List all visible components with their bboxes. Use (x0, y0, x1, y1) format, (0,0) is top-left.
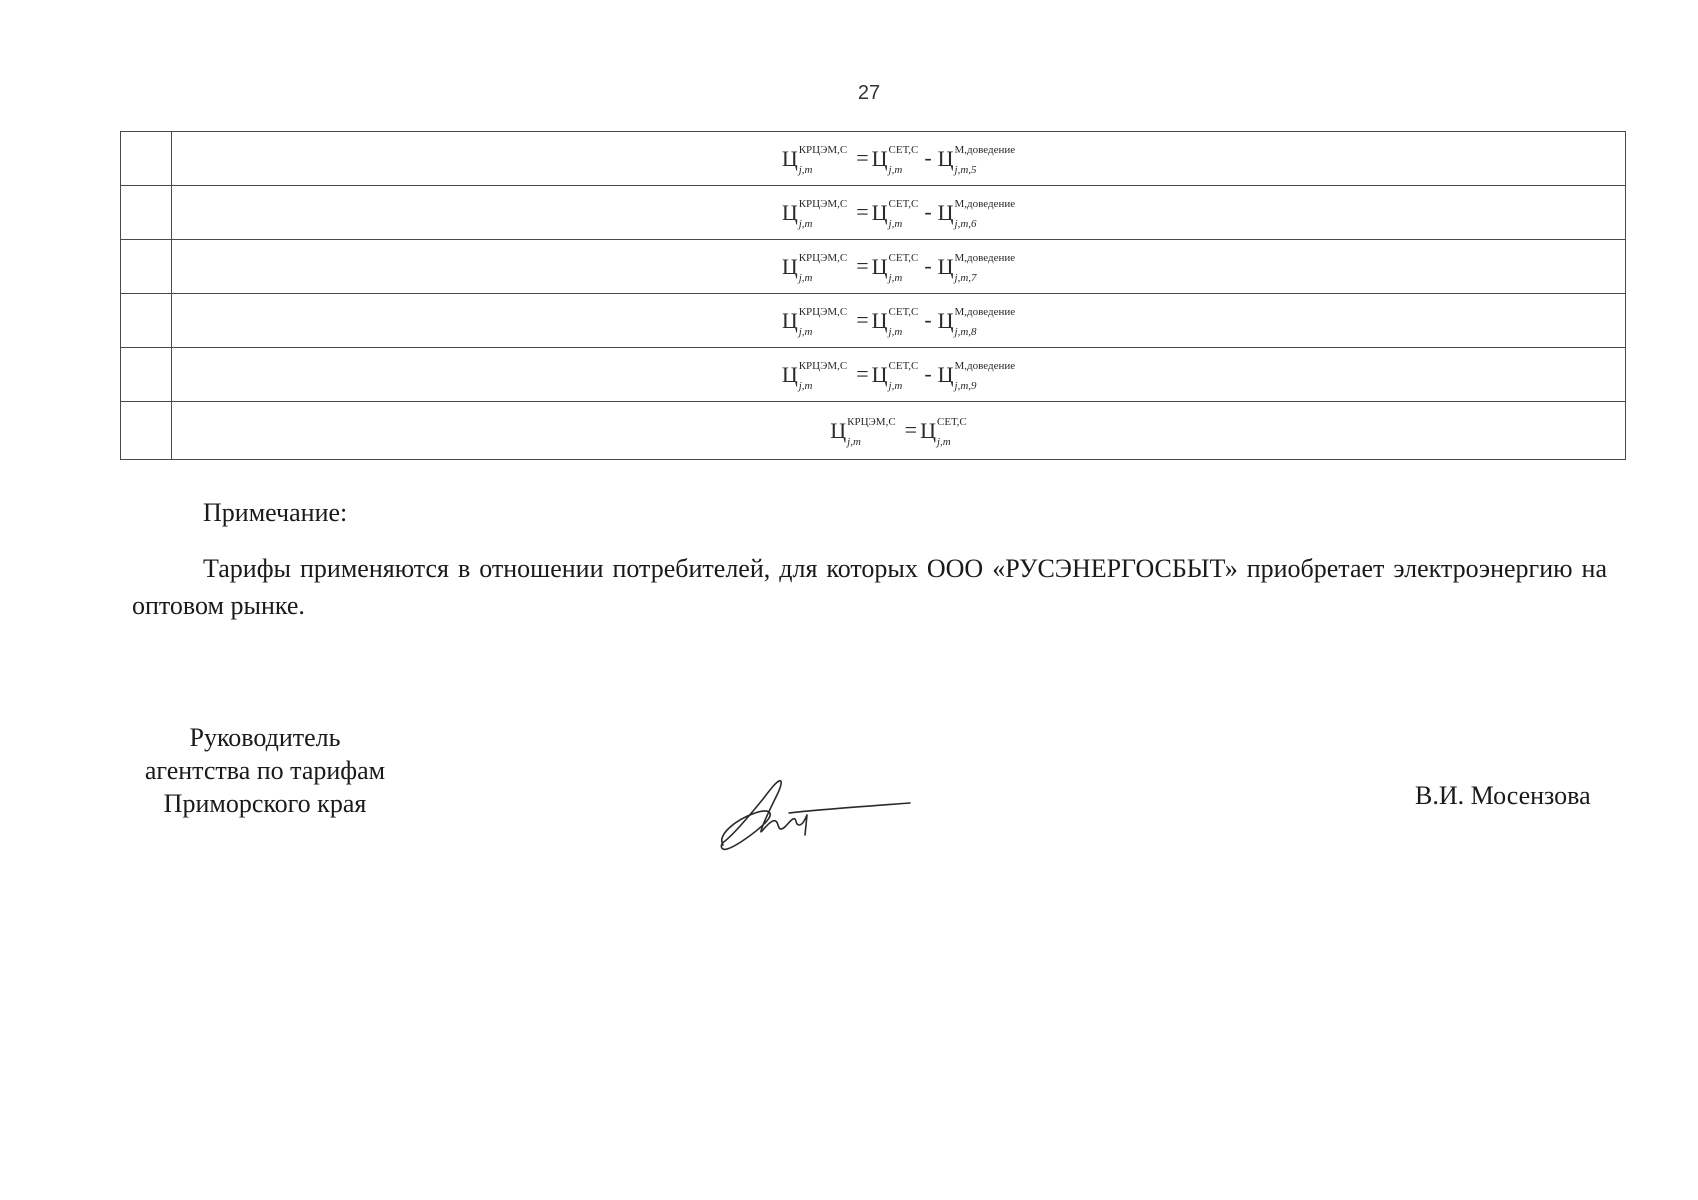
index-cell (121, 186, 172, 240)
equals-sign: = (856, 360, 869, 386)
minus-sign: - (924, 252, 932, 278)
equals-sign: = (856, 306, 869, 332)
lhs-term: Ц КРЦЭМ,С j,m (830, 416, 896, 449)
rhs-term-1: Ц СЕТ,С j,m (871, 360, 919, 393)
minus-sign: - (924, 360, 932, 386)
formula (781, 198, 1016, 231)
rhs-term-2: Ц М,доведение j,m,8 (937, 306, 1016, 339)
index-cell (121, 132, 172, 186)
formula-cell (172, 402, 1626, 460)
index-cell (121, 294, 172, 348)
equals-sign: = (856, 198, 869, 224)
formula-row (121, 348, 1626, 402)
formula-cell (172, 240, 1626, 294)
signer-title-line: Приморского края (163, 789, 367, 818)
note-heading: Примечание: (203, 498, 348, 527)
rhs-term-1: Ц СЕТ,С j,m (871, 198, 919, 231)
minus-sign: - (924, 144, 932, 170)
formula (781, 252, 1016, 285)
signer-name: В.И. Мосензова (1415, 781, 1591, 810)
formula-row (121, 402, 1626, 460)
rhs-term-1: Ц СЕТ,С j,m (920, 416, 967, 449)
formula (781, 360, 1016, 393)
minus-sign: - (924, 306, 932, 332)
rhs-term-2: Ц М,доведение j,m,7 (937, 252, 1016, 285)
rhs-term-2: Ц М,доведение j,m,6 (937, 198, 1016, 231)
rhs-term-1: Ц СЕТ,С j,m (871, 144, 919, 177)
lhs-term: Ц КРЦЭМ,С j,m (781, 306, 848, 339)
formula-row (121, 240, 1626, 294)
formula-row (121, 186, 1626, 240)
formula-cell (172, 186, 1626, 240)
formula-row (121, 294, 1626, 348)
formula (781, 306, 1016, 339)
page-number: 27 (857, 82, 881, 104)
rhs-term-2: Ц М,доведение j,m,9 (937, 360, 1016, 393)
formula (781, 144, 1016, 177)
equals-sign: = (856, 144, 869, 170)
rhs-term-1: Ц СЕТ,С j,m (871, 252, 919, 285)
index-cell (121, 402, 172, 460)
note-text: Тарифы применяются в отношении потребителей, для которых ООО «РУСЭНЕРГОСБЫТ» приобретает электроэнергию на оптовом рынке. (132, 554, 1607, 620)
rhs-term-1: Ц СЕТ,С j,m (871, 306, 919, 339)
formula-cell (172, 294, 1626, 348)
lhs-term: Ц КРЦЭМ,С j,m (781, 252, 848, 285)
lhs-term: Ц КРЦЭМ,С j,m (781, 198, 848, 231)
formula-table (120, 131, 1626, 460)
signer-title (115, 721, 415, 820)
index-cell (121, 348, 172, 402)
lhs-term: Ц КРЦЭМ,С j,m (781, 360, 848, 393)
index-cell (121, 240, 172, 294)
signature (715, 775, 915, 855)
equals-sign: = (904, 416, 918, 442)
lhs-term: Ц КРЦЭМ,С j,m (781, 144, 848, 177)
formula-cell (172, 132, 1626, 186)
minus-sign: - (924, 198, 932, 224)
signer-title-line: агентства по тарифам (144, 756, 386, 785)
formula-cell (172, 348, 1626, 402)
formula-row (121, 132, 1626, 186)
formula (830, 416, 967, 449)
rhs-term-2: Ц М,доведение j,m,5 (937, 144, 1016, 177)
equals-sign: = (856, 252, 869, 278)
signer-title-line: Руководитель (189, 723, 341, 752)
